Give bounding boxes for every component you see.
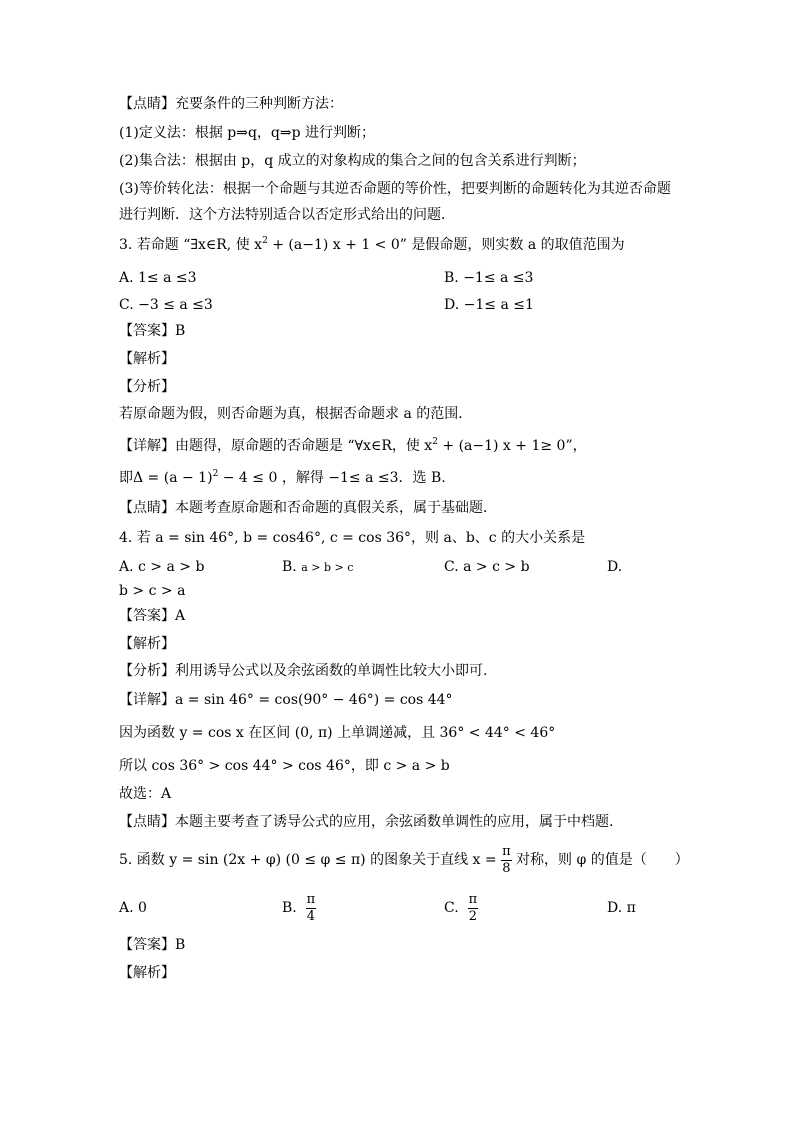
q4-option-d-text: b > c > a — [119, 583, 186, 599]
q5-option-d: D. π — [607, 900, 636, 916]
q3-option-b: B. −1≤ a ≤3 — [444, 270, 534, 286]
dianjing-tag: 【点睛】 — [119, 96, 175, 112]
q4-answer: 【答案】A — [119, 608, 186, 624]
q5-stem: 5. 函数 y = sin (2x + φ) (0 ≤ φ ≤ π) 的图象关于直线 x = $\frac{\pi}{8}$ 对称，则 φ 的值是（ ） — [119, 843, 689, 876]
q3-option-c: C. −3 ≤ a ≤3 — [119, 297, 213, 313]
q5-option-b: B. $\frac{\pi}{4}$ — [282, 891, 316, 924]
q4-jiexi: 【解析】 — [119, 636, 175, 652]
q5-option-c: C. $\frac{\pi}{2}$ — [444, 891, 478, 924]
q3-fenxi: 【分析】 — [119, 379, 175, 395]
method-line-2: (2)集合法：根据由 p，q 成立的对象构成的集合之间的包含关系进行判断； — [119, 153, 586, 169]
q3-xiangjie-1: 【详解】由题得，原命题的否命题是 “∀x∈R，使 $x^2 + (a-1) x + 1\ge 0$”， — [119, 437, 587, 454]
q5-option-a: A. 0 — [119, 900, 147, 916]
q4-option-c: C. a > c > b — [444, 559, 530, 575]
dianjing-text: 充要条件的三种判断方法： — [175, 96, 343, 112]
q4-option-d: D. — [607, 559, 623, 575]
q4-fenxi: 【分析】利用诱导公式以及余弦函数的单调性比较大小即可. — [119, 663, 488, 679]
q5-jiexi: 【解析】 — [119, 965, 175, 981]
q3-option-a: A. 1≤ a ≤3 — [119, 270, 197, 286]
q4-stem: 4. 若 a = sin 46°, b = cos46°, c = cos 36°，则 a、b、c 的大小关系是 — [119, 530, 586, 546]
q3-dianjing: 【点睛】本题考查原命题和否命题的真假关系，属于基础题． — [119, 500, 497, 516]
method-line-4: 进行判断．这个方法特别适合以否定形式给出的问题． — [119, 207, 455, 223]
q4-option-a: A. c > a > b — [119, 559, 205, 575]
q3-jiexi: 【解析】 — [119, 351, 175, 367]
q4-option-b: B. a > b > c — [282, 559, 354, 575]
method-line-1: (1)定义法：根据 p⇒q，q⇒p 进行判断； — [119, 125, 376, 141]
q5-answer: 【答案】B — [119, 937, 186, 953]
q4-xiangjie-3: 所以 cos 36° > cos 44° > cos 46°，即 c > a > b — [119, 758, 450, 774]
q4-dianjing: 【点睛】本题主要考查了诱导公式的应用，余弦函数单调性的应用，属于中档题. — [119, 814, 614, 830]
q3-answer: 【答案】B — [119, 323, 186, 339]
q5-fraction: $\frac{\pi}{8}$ — [502, 843, 511, 876]
q3-fenxi-text: 若原命题为假，则否命题为真，根据否命题求 a 的范围． — [119, 406, 473, 422]
q3-xiangjie-2: 即$\Delta = (a - 1)^2 - 4 \le 0$ ，解得 −1≤ a ≤3．选 B. — [119, 469, 446, 486]
method-line-3: (3)等价转化法：根据一个命题与其逆否命题的等价性，把要判断的命题转化为其逆否命题 — [119, 181, 671, 197]
q3-option-d: D. −1≤ a ≤1 — [444, 297, 534, 313]
q4-xiangjie-1: 【详解】a = sin 46° = cos(90° − 46°) = cos 44° — [119, 692, 453, 708]
q4-xiangjie-2: 因为函数 y = cos x 在区间 (0, π) 上单调递减，且 36° < 44° < 46° — [119, 725, 556, 741]
q4-xiangjie-4: 故选：A — [119, 786, 172, 802]
q3-stem: 3. 若命题 “∃x∈R, 使 $x^2 + (a-1) x + 1 < 0$” 是假命题，则实数 a 的取值范围为 — [119, 236, 625, 253]
dianjing-heading — [119, 94, 343, 114]
